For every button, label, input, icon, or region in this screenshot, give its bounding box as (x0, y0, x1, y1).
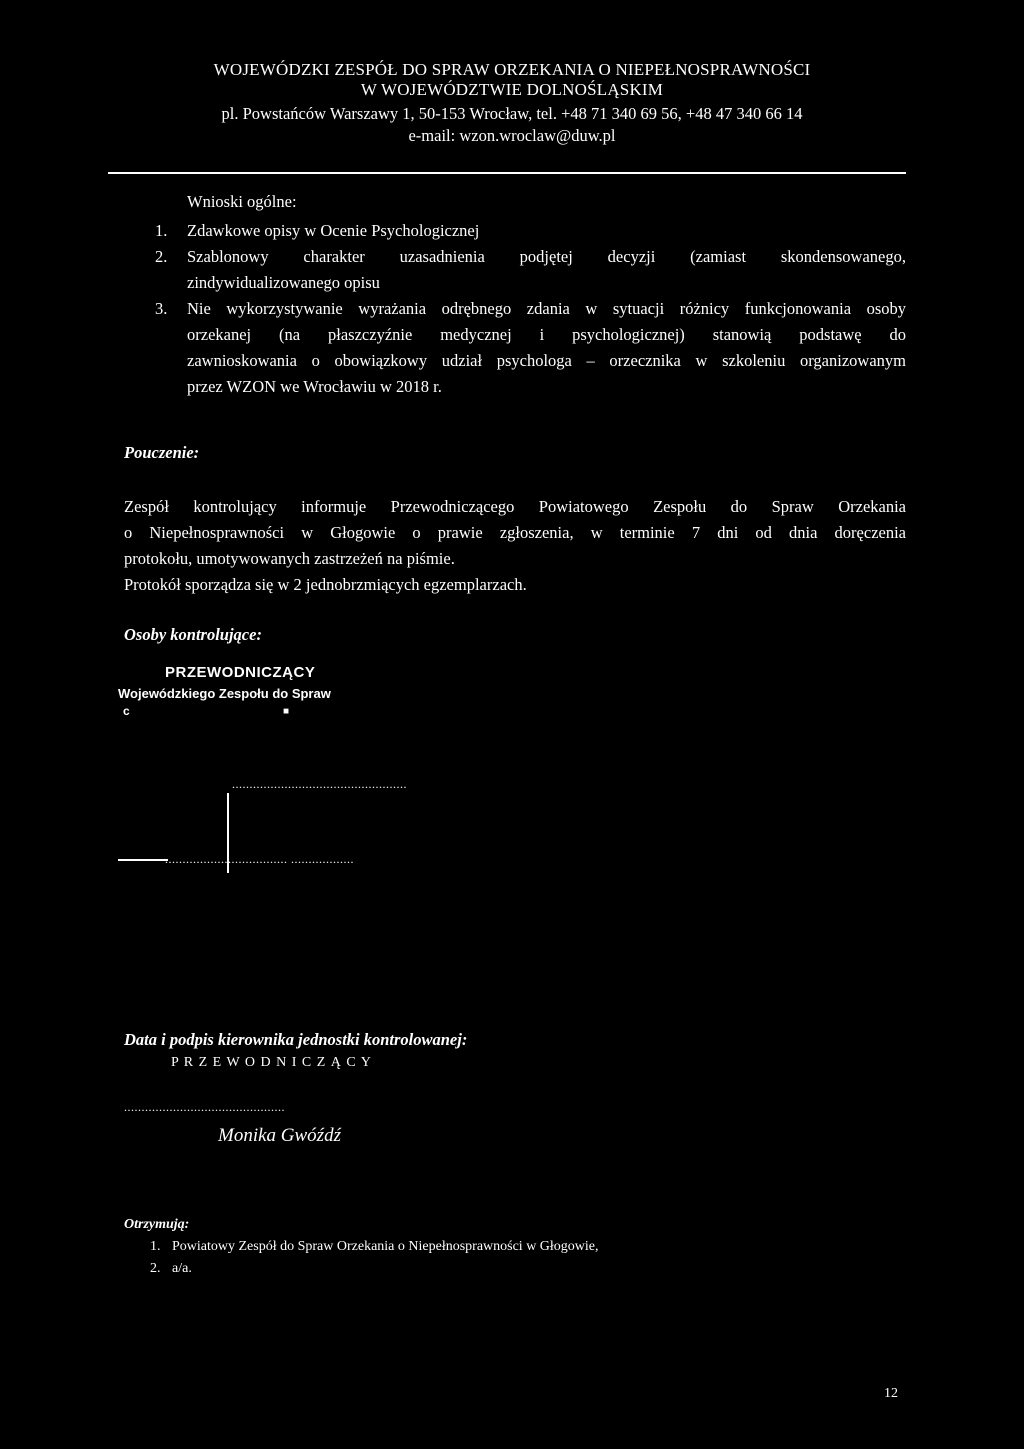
conclusion-1-text: Zdawkowe opisy w Ocenie Psychologicznej (187, 221, 480, 240)
head-signature-line: .............................................. (124, 1100, 285, 1114)
instruction-line-1: Zespół kontrolujący informuje Przewodniczącego Powiatowego Zespołu do Spraw Orzekania (124, 497, 906, 516)
recipient-2-number: 2. (150, 1261, 161, 1276)
header-institution-line1: WOJEWÓDZKI ZESPÓŁ DO SPRAW ORZEKANIA O NIEPEŁNOSPRAWNOŚCI (213, 60, 811, 79)
conclusion-2-number: 2. (155, 247, 168, 266)
recipient-1-text: Powiatowy Zespół do Spraw Orzekania o Niepełnosprawności w Głogowie, (172, 1239, 599, 1254)
header-divider (108, 172, 906, 174)
head-stamp: P R Z E W O D N I C Z Ą C Y (171, 1055, 372, 1070)
recipient-2-text: a/a. (172, 1261, 192, 1276)
conclusion-2-line-2: zindywidualizowanego opisu (187, 273, 380, 292)
inspector-stamp-subtitle: Wojewódzkiego Zespołu do Spraw (118, 686, 331, 701)
stamp-mark-left: ᴄ (123, 704, 130, 718)
conclusions-heading: Wnioski ogólne: (187, 192, 297, 211)
conclusion-3-number: 3. (155, 299, 168, 318)
head-signature-heading: Data i podpis kierownika jednostki kontrolowanej: (124, 1030, 468, 1049)
conclusion-3-line-2: orzekanej (na płaszczyźnie medycznej i psychologicznej) stanowią podstawę do (187, 325, 906, 344)
instruction-heading: Pouczenie: (124, 443, 200, 462)
conclusion-3-line-3: zawnioskowania o obowiązkowy udział psychologa – orzecznika w szkoleniu organizowanym (187, 351, 906, 370)
conclusion-3-line-1: Nie wykorzystywanie wyrażania odrębnego zdania w sytuacji różnicy funkcjonowania osoby (187, 299, 906, 318)
conclusion-1-number: 1. (155, 221, 168, 240)
inspectors-heading: Osoby kontrolujące: (124, 625, 262, 644)
inspector-signature-line-1: .................................................. (232, 777, 407, 791)
stamp-mark-right: ■ (283, 706, 290, 717)
inspector-stamp-title: PRZEWODNICZĄCY (165, 664, 316, 681)
header-institution-line2: W WOJEWÓDZTWIE DOLNOŚLĄSKIM (360, 80, 664, 99)
signature-stroke-horizontal (118, 859, 168, 861)
head-name: Monika Gwóźdź (218, 1125, 341, 1146)
header-address: pl. Powstańców Warszawy 1, 50-153 Wrocław, tel. +48 71 340 69 56, +48 47 340 66 14 (221, 104, 803, 123)
conclusion-2-line-1: Szablonowy charakter uzasadnienia podjętej decyzji (zamiast skondensowanego, (187, 247, 906, 266)
instruction-line-4: Protokół sporządza się w 2 jednobrzmiących egzemplarzach. (124, 575, 527, 594)
recipient-1-number: 1. (150, 1239, 161, 1254)
header-email: e-mail: wzon.wroclaw@duw.pl (408, 126, 616, 145)
instruction-line-2: o Niepełnosprawności w Głogowie o prawie zgłoszenia, w terminie 7 dni od dnia doręczenia (124, 523, 906, 542)
inspector-signature-line-2: ................................... .................. (165, 852, 354, 866)
recipients-heading: Otrzymują: (124, 1217, 190, 1232)
conclusion-3-line-4: przez WZON we Wrocławiu w 2018 r. (187, 377, 442, 396)
page-number: 12 (884, 1386, 898, 1401)
instruction-line-3: protokołu, umotywowanych zastrzeżeń na piśmie. (124, 549, 455, 568)
